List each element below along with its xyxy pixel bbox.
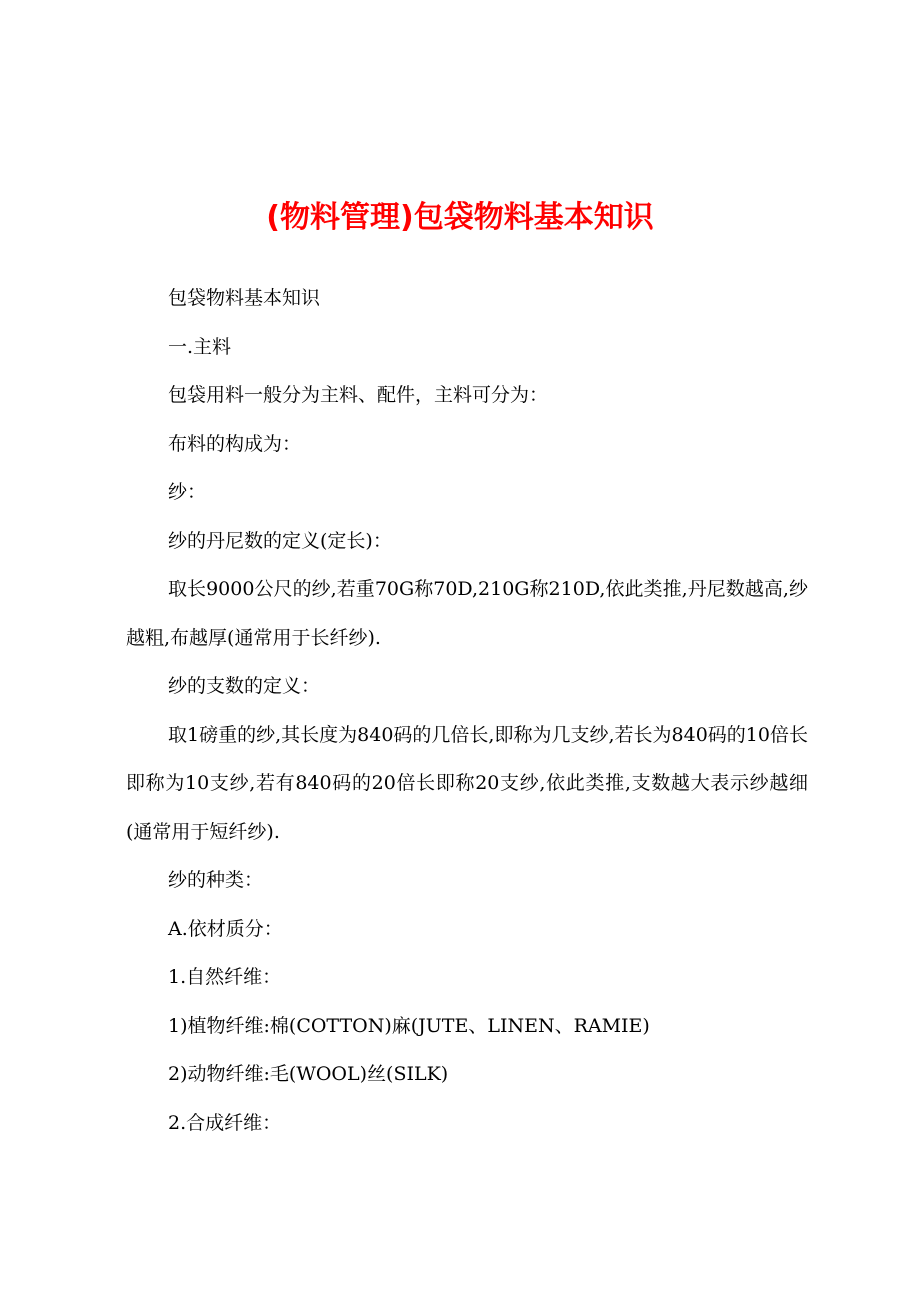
paragraph: 布料的构成为： — [168, 432, 302, 455]
document-body — [126, 274, 808, 1147]
paragraph: 取长9000公尺的纱,若重70G称70D,210G称210D,依此类推,丹尼数越高,纱越粗,布越厚(通常用于长纤纱). — [126, 578, 808, 649]
paragraph: 包袋物料基本知识 — [168, 287, 321, 309]
paragraph: 2)动物纤维:毛(WOOL)丝(SILK) — [168, 1063, 449, 1085]
paragraph: 纱的种类： — [168, 869, 264, 891]
paragraph: 纱的支数的定义： — [168, 675, 321, 697]
paragraph: 纱： — [168, 481, 207, 503]
paragraph: 1.自然纤维： — [168, 966, 282, 988]
paragraph: A.依材质分： — [168, 917, 283, 940]
paragraph: 包袋用料一般分为主料、配件，主料可分为： — [168, 384, 549, 406]
document-title: (物料管理)包袋物料基本知识 — [266, 200, 654, 235]
paragraph: 取1磅重的纱,其长度为840码的几倍长,即称为几支纱,若长为840码的10倍长即称为10支纱,若有840码的20倍长即称20支纱,依此类推,支数越大表示纱越细(通常用于短纤纱). — [126, 723, 808, 843]
paragraph: 2.合成纤维： — [168, 1111, 282, 1134]
paragraph: 纱的丹尼数的定义(定长)： — [168, 529, 392, 552]
paragraph: 一.主料 — [168, 335, 232, 358]
paragraph: 1)植物纤维:棉(COTTON)麻(JUTE、LINEN、RAMIE) — [168, 1014, 650, 1037]
